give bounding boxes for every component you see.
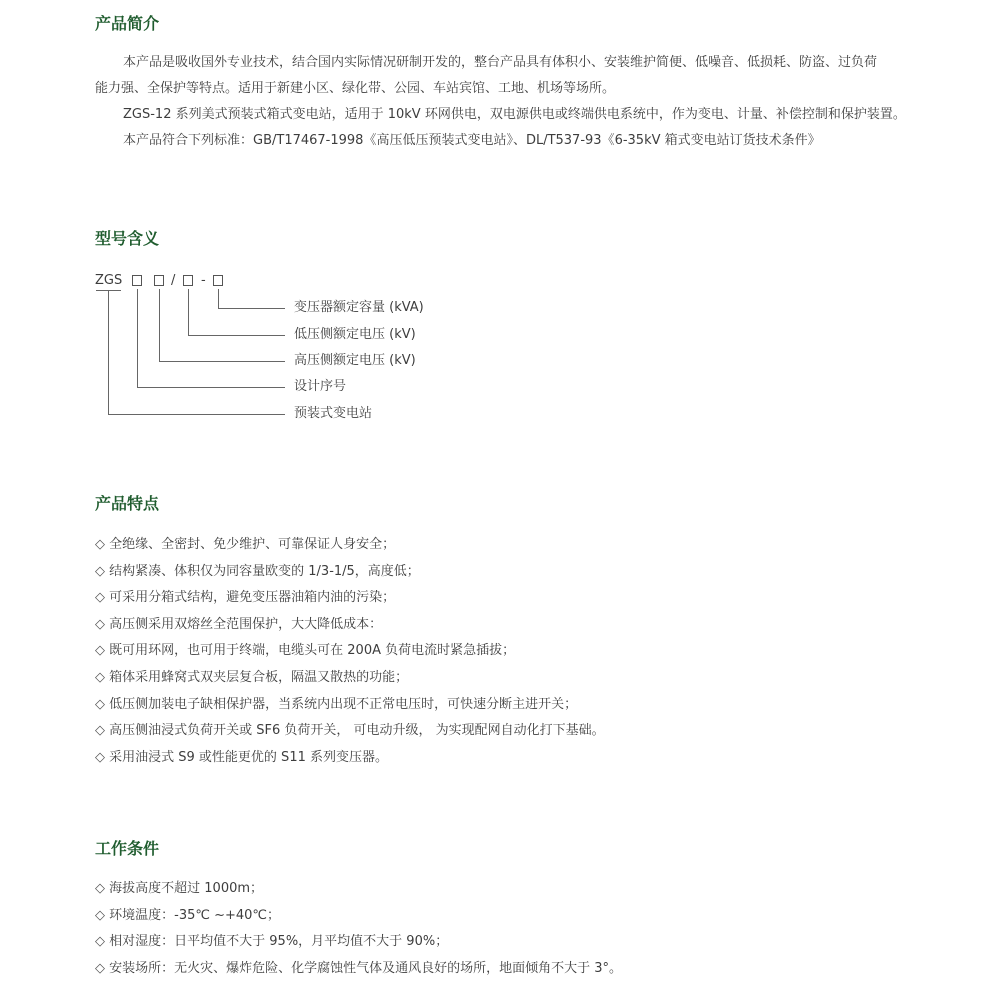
label-design-number: 设计序号 [294,379,347,394]
diamond-bullet-icon: ◇ [95,643,105,659]
line-low-voltage [189,289,286,336]
conditions-title: 工作条件 [95,839,160,858]
label-low-voltage: 低压侧额定电压 (kV) [294,327,416,342]
list-item: ◇ 安装场所：无火灾、爆炸危险、化学腐蚀性气体及通风良好的场所，地面倾角不大于 3°。 [95,960,623,976]
diamond-bullet-icon: ◇ [95,669,105,685]
list-item: ◇ 既可用环网，也可用于终端，电缆头可在 200A 负荷电流时紧急插拔； [95,643,516,659]
model-box-high-voltage [154,275,164,286]
list-item: ◇ 高压侧油浸式负荷开关或 SF6 负荷开关， 可电动升级， 为实现配网自动化打下基础。 [95,723,605,739]
line-capacity [219,289,286,309]
line-design [138,289,286,388]
features-list [95,532,605,771]
list-item: ◇ 海拔高度不超过 1000m； [95,881,264,896]
list-item: ◇ 采用油浸式 S9 或性能更优的 S11 系列变压器。 [95,749,388,765]
intro-paragraph [95,50,905,154]
diamond-bullet-icon: ◇ [95,907,105,923]
model-dash: - [201,273,206,288]
model-box-low-voltage [183,275,193,286]
intro-title: 产品简介 [95,14,160,33]
intro-line-3: ZGS-12 系列美式预装式箱式变电站，适用于 10kV 环网供电，双电源供电或终端供电系统中，作为变电、计量、补偿控制和保护装置。 [123,107,906,122]
list-item: ◇ 箱体采用蜂窝式双夹层复合板，隔温又散热的功能； [95,669,409,685]
list-item: ◇ 结构紧凑、体积仅为同容量欧变的 1/3-1/5，高度低； [95,563,420,579]
line-high-voltage [160,289,286,362]
label-prefab-substation: 预装式变电站 [294,406,373,421]
diamond-bullet-icon: ◇ [95,537,105,552]
diamond-bullet-icon: ◇ [95,723,105,739]
list-item: ◇ 环境温度：-35℃ ~+40℃； [95,907,281,923]
intro-line-2: 能力强、全保护等特点。适用于新建小区、绿化带、公园、车站宾馆、工地、机场等场所。 [95,81,616,96]
diamond-bullet-icon: ◇ [95,616,105,632]
list-item: ◇ 高压侧采用双熔丝全范围保护，大大降低成本： [95,616,383,632]
diamond-bullet-icon: ◇ [95,696,105,712]
diamond-bullet-icon: ◇ [95,590,105,606]
diamond-bullet-icon: ◇ [95,960,105,976]
conditions-list [95,876,622,982]
diamond-bullet-icon: ◇ [95,934,105,950]
model-box-design [132,275,142,286]
list-item: ◇ 全绝缘、全密封、免少维护、可靠保证人身安全； [95,537,396,552]
label-capacity: 变压器额定容量 (kVA) [294,300,424,315]
model-prefix: ZGS [95,273,123,288]
model-box-capacity [213,275,223,286]
list-item: ◇ 可采用分箱式结构，避免变压器油箱内油的污染； [95,590,396,606]
model-title: 型号含义 [95,229,160,248]
diamond-bullet-icon: ◇ [95,749,105,765]
intro-line-1: 本产品是吸收国外专业技术，结合国内实际情况研制开发的，整台产品具有体积小、安装维护简便、低噪音、低损耗、防盗、过负荷 [123,55,878,70]
diamond-bullet-icon: ◇ [95,881,105,896]
list-item: ◇ 低压侧加装电子缺相保护器，当系统内出现不正常电压时，可快速分断主进开关； [95,696,578,712]
label-high-voltage: 高压侧额定电压 (kV) [294,353,416,368]
features-title: 产品特点 [95,494,160,513]
line-prefix [109,291,286,415]
diamond-bullet-icon: ◇ [95,563,105,579]
model-slash: / [171,273,176,288]
list-item: ◇ 相对湿度：日平均值不大于 95%，月平均值不大于 90%； [95,934,449,950]
intro-line-4: 本产品符合下列标准：GB/T17467-1998《高压低压预装式变电站》、DL/T537-93《6-35kV 箱式变电站订货技术条件》 [123,133,821,148]
